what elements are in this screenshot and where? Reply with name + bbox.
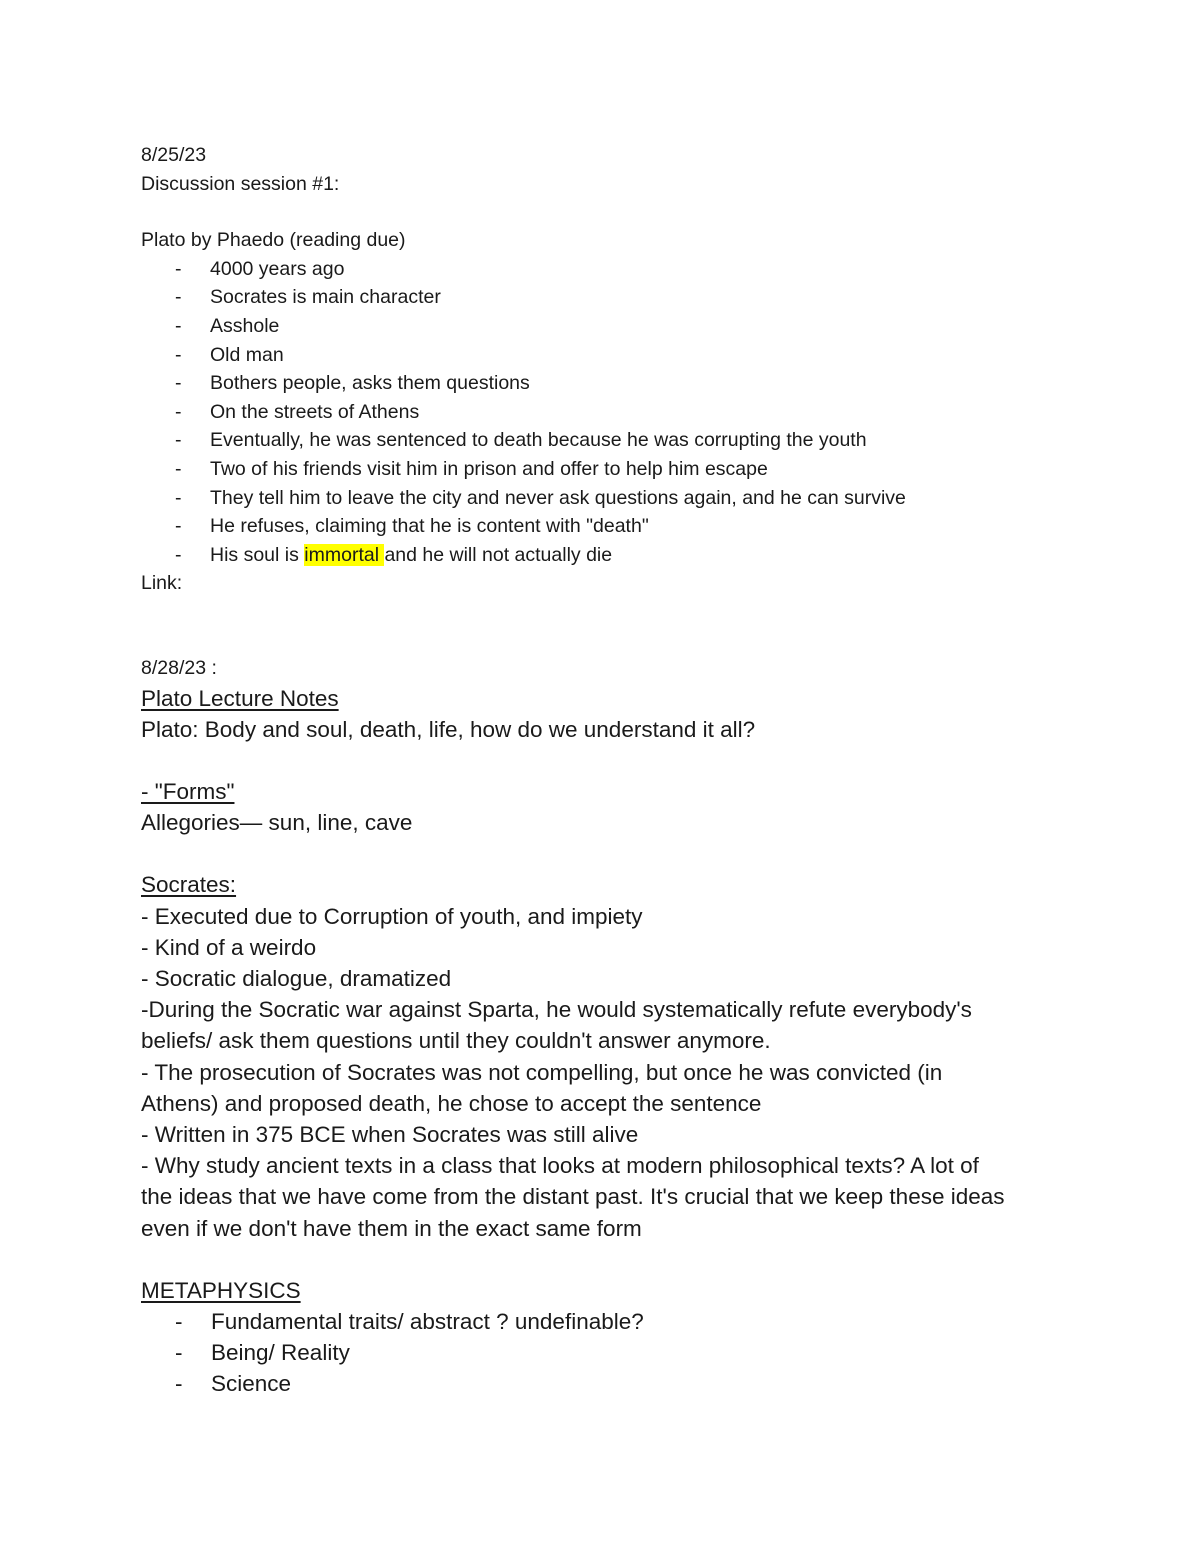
socrates-heading: Socrates: xyxy=(141,872,237,898)
list-item: - Socrates is main character xyxy=(175,286,441,309)
socrates-line: - Written in 375 BCE when Socrates was still alive xyxy=(141,1121,639,1147)
lecture-section xyxy=(141,683,1061,1400)
session-date: 8/25/23 xyxy=(141,144,207,166)
list-item: - Old man xyxy=(175,343,284,366)
list-item: - Being/ Reality xyxy=(175,1340,350,1366)
socrates-line: - The prosecution of Socrates was not compelling, but once he was convicted (in xyxy=(141,1059,943,1085)
highlighted-word: immortal xyxy=(304,543,385,566)
reading-bullet-list xyxy=(141,255,1061,570)
socrates-line: - Kind of a weirdo xyxy=(141,934,317,960)
lecture-date-block xyxy=(141,654,1061,683)
list-item: - His soul is immortal and he will not actually die xyxy=(175,543,613,566)
list-item: - Bothers people, asks them questions xyxy=(175,372,530,395)
list-item: - Science xyxy=(175,1371,292,1397)
list-item: - Two of his friends visit him in prison and offer to help him escape xyxy=(175,457,768,480)
socrates-line: -During the Socratic war against Sparta, he would systematically refute everybody's xyxy=(141,997,972,1023)
socrates-line: even if we don't have them in the exact same form xyxy=(141,1215,642,1241)
metaphysics-bullet-list xyxy=(141,1306,1061,1400)
forms-heading: - "Forms" xyxy=(141,778,235,804)
socrates-line: beliefs/ ask them questions until they couldn't answer anymore. xyxy=(141,1028,771,1054)
lecture-intro: Plato: Body and soul, death, life, how do we understand it all? xyxy=(141,716,756,742)
list-item: - They tell him to leave the city and never ask questions again, and he can survive xyxy=(175,486,906,509)
list-item: - On the streets of Athens xyxy=(175,400,420,423)
socrates-line: - Why study ancient texts in a class that looks at modern philosophical texts? A lot of xyxy=(141,1153,979,1179)
list-item: - He refuses, claiming that he is content with "death" xyxy=(175,515,649,538)
allegories-line: Allegories— sun, line, cave xyxy=(141,810,413,836)
reading-heading: Plato by Phaedo (reading due) xyxy=(141,229,406,252)
list-item: - 4000 years ago xyxy=(175,257,345,280)
document-page xyxy=(141,141,1061,1400)
metaphysics-heading: METAPHYSICS xyxy=(141,1277,301,1303)
socrates-line: the ideas that we have come from the distant past. It's crucial that we keep these ideas xyxy=(141,1184,1005,1210)
discussion-section xyxy=(141,141,1061,598)
list-item: - Fundamental traits/ abstract ? undefinable? xyxy=(175,1308,644,1334)
list-item: - Asshole xyxy=(175,314,280,337)
lecture-heading: Plato Lecture Notes xyxy=(141,685,339,711)
list-item: - Eventually, he was sentenced to death because he was corrupting the youth xyxy=(175,429,867,452)
socrates-line: Athens) and proposed death, he chose to accept the sentence xyxy=(141,1090,762,1116)
socrates-line: - Socratic dialogue, dramatized xyxy=(141,965,452,991)
lecture-date: 8/28/23 : xyxy=(141,656,217,679)
session-title: Discussion session #1: xyxy=(141,172,340,195)
socrates-line: - Executed due to Corruption of youth, and impiety xyxy=(141,903,643,929)
link-label: Link: xyxy=(141,572,183,595)
